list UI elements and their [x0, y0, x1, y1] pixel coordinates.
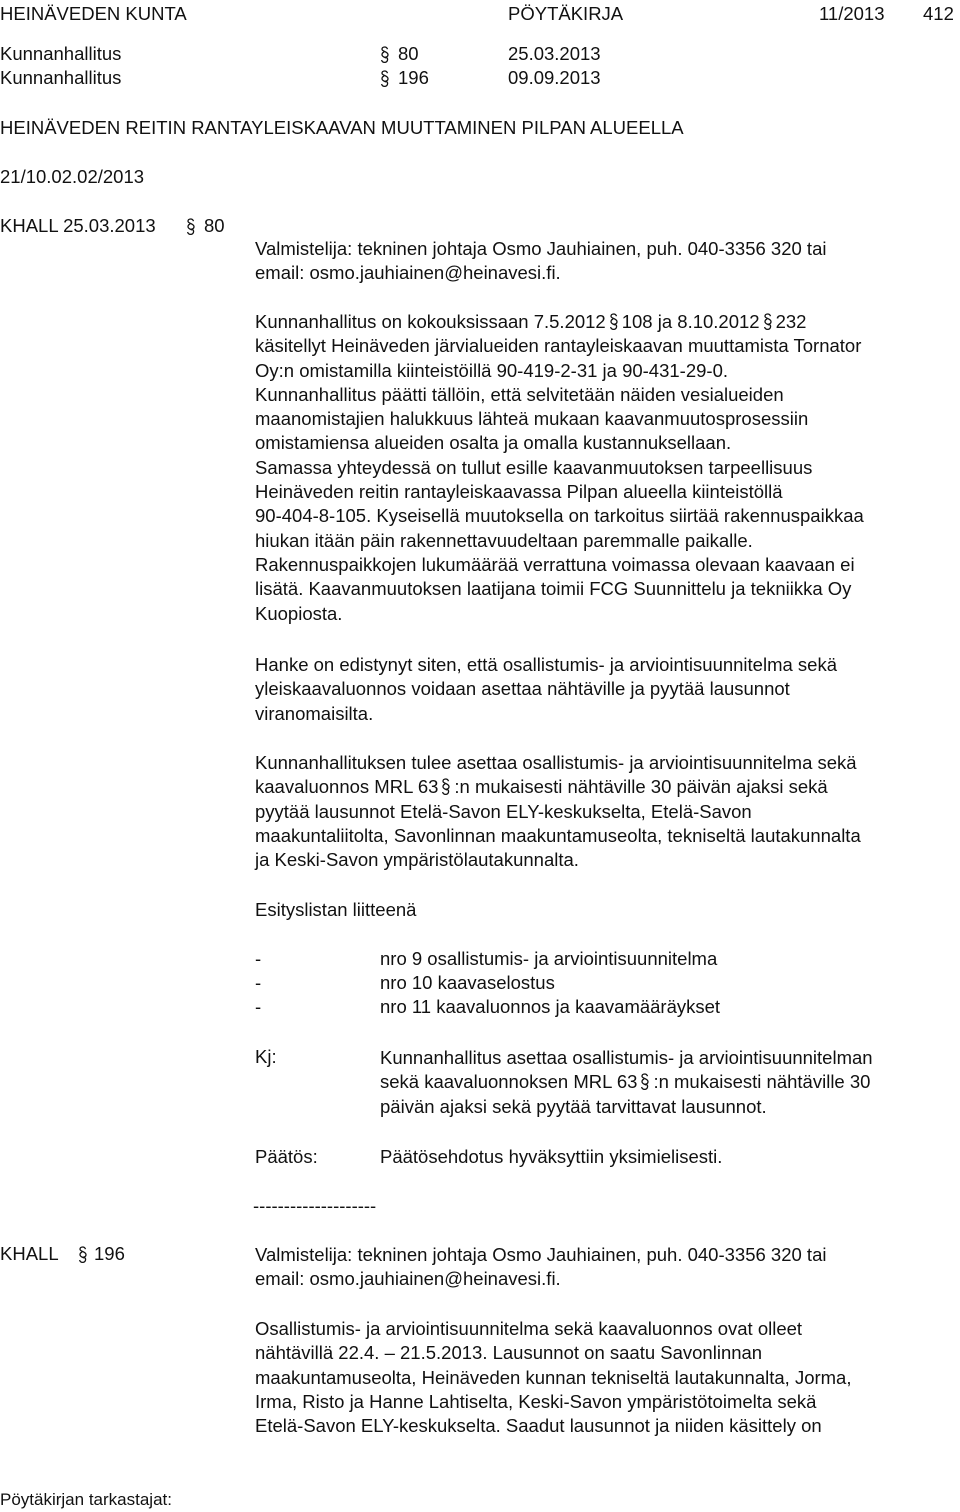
decision-text: Päätösehdotus hyväksyttiin yksimielisesti.	[380, 1146, 723, 1167]
attachment-item: nro 10 kaavaselostus	[380, 972, 555, 993]
khall-80-paragraph-3: Kunnanhallituksen tulee asettaa osallistumis- ja arviointisuunnitelma sekä kaavaluonnos MRL 63 :n mukaisesti nähtäville 30 päivän ajaksi sekä pyytää lausunnot Etelä-Savon ELY-keskukselta, Etelä-Savon maakuntaliitolta, Savonlinnan maakuntamuseolta, tekniseltä lautakunnalta ja Keski-Savon ympäristölautakunnalta.	[255, 752, 861, 871]
header-org: HEINÄVEDEN KUNTA	[0, 3, 187, 24]
meeting-body: Kunnanhallitus	[0, 67, 122, 88]
meeting-body: Kunnanhallitus	[0, 43, 122, 64]
khall-196-label: KHALL	[0, 1243, 59, 1264]
decision-label: Päätös:	[255, 1146, 318, 1167]
meeting-section: 80	[398, 43, 419, 64]
header-doc-type: PÖYTÄKIRJA	[508, 3, 624, 24]
section-sign-icon	[186, 218, 196, 236]
khall-196-preparer: Valmistelija: tekninen johtaja Osmo Jauhiainen, puh. 040-3356 320 tai email: osmo.jauhiainen@heinavesi.fi.	[255, 1244, 827, 1290]
kj-proposal: Kunnanhallitus asettaa osallistumis- ja arviointisuunnitelman sekä kaavaluonnoksen MRL 63 :n mukaisesti nähtäville 30 päivän ajaksi sekä pyytää tarvittavat lausunnot.	[380, 1047, 873, 1117]
meeting-date: 25.03.2013	[508, 43, 601, 64]
section-separator: --------------------	[253, 1195, 377, 1216]
header-doc-number: 11/2013	[819, 3, 885, 24]
section-sign-icon	[441, 778, 451, 796]
khall-80-paragraph-1: Kunnanhallitus on kokouksissaan 7.5.2012 108 ja 8.10.2012 232 käsitellyt Heinäveden järvialueiden rantayleiskaavan muuttamista Tornator Oy:n omistamilla kiinteistöillä 90-419-2-31 ja 90-431-29-0. Kunnanhallitus päätti tällöin, että selvitetään näiden vesialueiden maanomistajien halukkuus lähteä mukaan kaavanmuutosprosessiin omistamiensa alueiden osalta ja omalla kustannuksellaan. Samassa yhteydessä on tullut esille kaavanmuutoksen tarpeellisuus Heinäveden reitin rantayleiskaavassa Pilpan alueella kiinteistöllä 90-404-8-105. Kyseisellä muutoksella on tarkoitus siirtää rakennuspaikkaa hiukan itään päin rakennettavuudeltaan paremmalle paikalle. Rakennuspaikkojen lukumäärää verrattuna voimassa olevaan kaavaan ei lisätä. Kaavanmuutoksen laatijana toimii FCG Suunnittelu ja tekniikka Oy Kuopiosta.	[255, 311, 864, 624]
header-page-number: 412	[923, 3, 954, 24]
attachment-dash: -	[255, 972, 262, 993]
reviewers-label: Pöytäkirjan tarkastajat:	[0, 1490, 172, 1509]
attachments-title: Esityslistan liitteenä	[255, 899, 417, 920]
khall-196-number: 196	[94, 1243, 125, 1264]
meeting-section: 196	[398, 67, 429, 88]
section-sign-icon	[380, 70, 390, 88]
section-sign-icon	[380, 46, 390, 64]
section-sign-icon	[763, 313, 773, 331]
khall-80-number: 80	[204, 215, 225, 236]
attachment-item: nro 9 osallistumis- ja arviointisuunnitelma	[380, 948, 718, 969]
section-sign-icon	[609, 313, 619, 331]
kj-label: Kj:	[255, 1046, 277, 1067]
khall-196-paragraph-1: Osallistumis- ja arviointisuunnitelma sekä kaavaluonnos ovat olleet nähtävillä 22.4. – 21.5.2013. Lausunnot on saatu Savonlinnan maakuntamuseolta, Heinäveden kunnan tekniseltä lautakunnalta, Jorma, Irma, Risto ja Hanne Lahtiselta, Keski-Savon ympäristötoimelta sekä Etelä-Savon ELY-keskukselta. Saadut lausunnot ja niiden käsittely on	[255, 1318, 852, 1437]
attachment-dash: -	[255, 948, 262, 969]
reference-number: 21/10.02.02/2013	[0, 166, 145, 187]
attachment-item: nro 11 kaavaluonnos ja kaavamääräykset	[380, 996, 721, 1017]
khall-80-label: KHALL 25.03.2013	[0, 215, 156, 236]
khall-80-paragraph-2: Hanke on edistynyt siten, että osallistumis- ja arviointisuunnitelma sekä yleiskaavaluonnos voidaan asettaa nähtäville ja pyytää lausunnot viranomaisilta.	[255, 654, 838, 724]
khall-80-preparer: Valmistelija: tekninen johtaja Osmo Jauhiainen, puh. 040-3356 320 tai email: osmo.jauhiainen@heinavesi.fi.	[255, 238, 827, 284]
section-sign-icon	[640, 1073, 650, 1091]
meeting-date: 09.09.2013	[508, 67, 601, 88]
document-title: HEINÄVEDEN REITIN RANTAYLEISKAAVAN MUUTTAMINEN PILPAN ALUEELLA	[0, 117, 684, 138]
attachment-dash: -	[255, 996, 262, 1017]
section-sign-icon	[78, 1246, 88, 1264]
